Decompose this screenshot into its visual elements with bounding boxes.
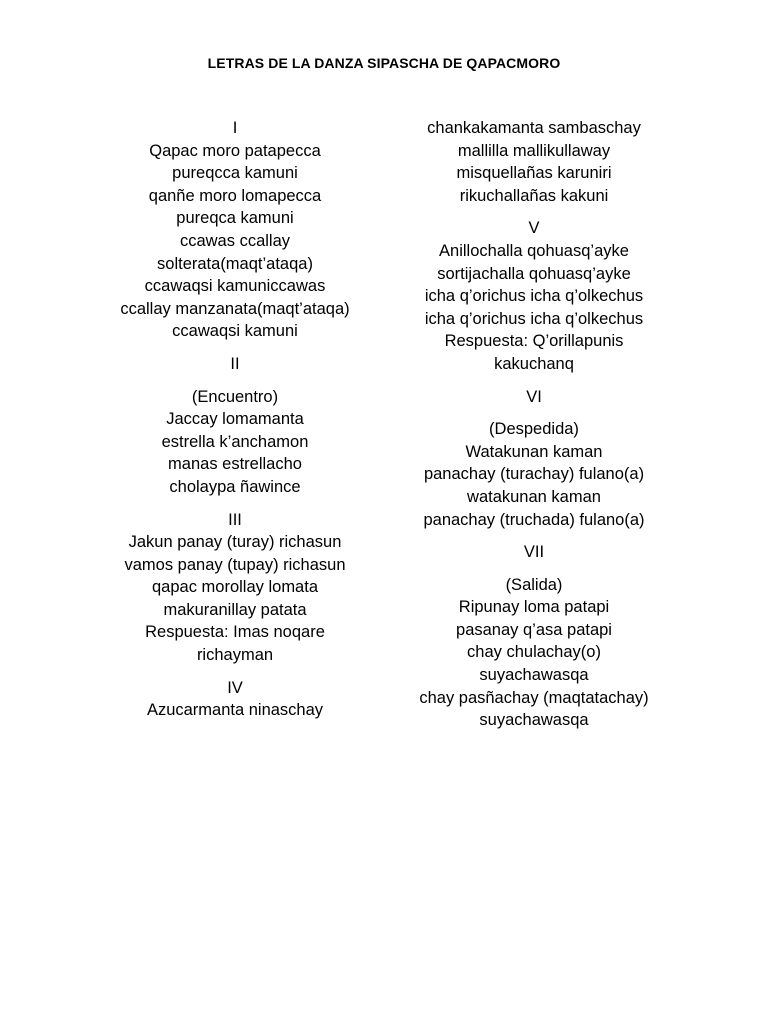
verse-line: Jaccay lomamanta xyxy=(166,410,304,429)
stanza xyxy=(80,509,390,667)
verse-line: kakuchanq xyxy=(494,354,574,373)
verse-line: misquellañas karuniri xyxy=(456,164,612,183)
verse-line: makuranillay patata xyxy=(163,600,307,619)
verse-line: Jakun panay (turay) richasun xyxy=(128,533,342,552)
verse-line: panachay (turachay) fulano(a) xyxy=(423,465,645,484)
stanza xyxy=(380,386,688,409)
verse-line: IV xyxy=(227,678,243,697)
verse-line: chay pasñachay (maqtatachay) xyxy=(419,688,649,707)
verse-line: pureqca kamuni xyxy=(176,209,294,228)
verse-line: VI xyxy=(526,387,542,406)
verse-line: II xyxy=(230,354,240,373)
verse-line: Qapac moro patapecca xyxy=(149,141,321,160)
verse-line: III xyxy=(228,510,242,529)
verse-line: (Salida) xyxy=(505,575,563,594)
verse-line: solterata(maqt’ataqa) xyxy=(157,254,313,273)
stanza xyxy=(80,386,390,499)
stanza xyxy=(380,117,688,207)
verse-line: mallilla mallikullaway xyxy=(457,141,611,160)
verse-line: ccawaqsi kamuni xyxy=(172,322,298,341)
verse-line: manas estrellacho xyxy=(168,455,302,474)
verse-line: Respuesta: Q’orillapunis xyxy=(444,332,624,351)
verse-line: icha q’orichus icha q’olkechus xyxy=(424,287,644,306)
verse-line: pureqcca kamuni xyxy=(172,164,298,183)
verse-line: cholaypa ñawince xyxy=(169,477,301,496)
verse-line: qanñe moro lomapecca xyxy=(148,186,322,205)
right-column xyxy=(380,117,688,732)
verse-line: ccawas ccallay xyxy=(179,231,291,250)
verse-line: richayman xyxy=(196,646,274,665)
verse-line: Watakunan kaman xyxy=(465,442,603,461)
verse-line: rikuchallañas kakuni xyxy=(459,186,609,205)
document-title: LETRAS DE LA DANZA SIPASCHA DE QAPACMORO xyxy=(207,55,561,71)
verse-line: qapac morollay lomata xyxy=(152,578,318,597)
verse-line: vamos panay (tupay) richasun xyxy=(124,555,346,574)
verse-line: I xyxy=(232,119,238,137)
left-column xyxy=(80,117,390,722)
stanza xyxy=(380,574,688,732)
verse-line: Azucarmanta ninaschay xyxy=(146,701,324,720)
verse-line: ccallay manzanata(maqt’ataqa) xyxy=(120,299,350,318)
verse-line: Anillochalla qohuasq’ayke xyxy=(439,241,629,260)
verse-line: sortijachalla qohuasq’ayke xyxy=(437,264,631,283)
stanza xyxy=(80,353,390,376)
verse-line: suyachawasqa xyxy=(479,666,589,685)
verse-line: watakunan kaman xyxy=(467,487,601,506)
verse-line: panachay (truchada) fulano(a) xyxy=(423,510,645,529)
stanza xyxy=(80,677,390,722)
verse-line: suyachawasqa xyxy=(479,711,589,730)
verse-line: pasanay q’asa patapi xyxy=(456,620,612,639)
verse-line: Ripunay loma patapi xyxy=(458,598,610,617)
verse-line: V xyxy=(528,219,540,238)
stanza xyxy=(80,117,390,343)
stanza xyxy=(380,217,688,375)
verse-line: chay chulachay(o) xyxy=(467,643,601,662)
verse-line: Respuesta: Imas noqare xyxy=(145,623,325,642)
verse-line: icha q’orichus icha q’olkechus xyxy=(424,309,644,328)
verse-line: chankakamanta sambaschay xyxy=(427,119,641,137)
verse-line: VII xyxy=(523,543,545,562)
verse-line: (Despedida) xyxy=(489,420,579,439)
stanza xyxy=(380,541,688,564)
verse-line: estrella k’anchamon xyxy=(161,432,309,451)
stanza xyxy=(380,418,688,531)
verse-line: ccawaqsi kamuniccawas xyxy=(144,277,326,296)
verse-line: (Encuentro) xyxy=(191,387,279,406)
